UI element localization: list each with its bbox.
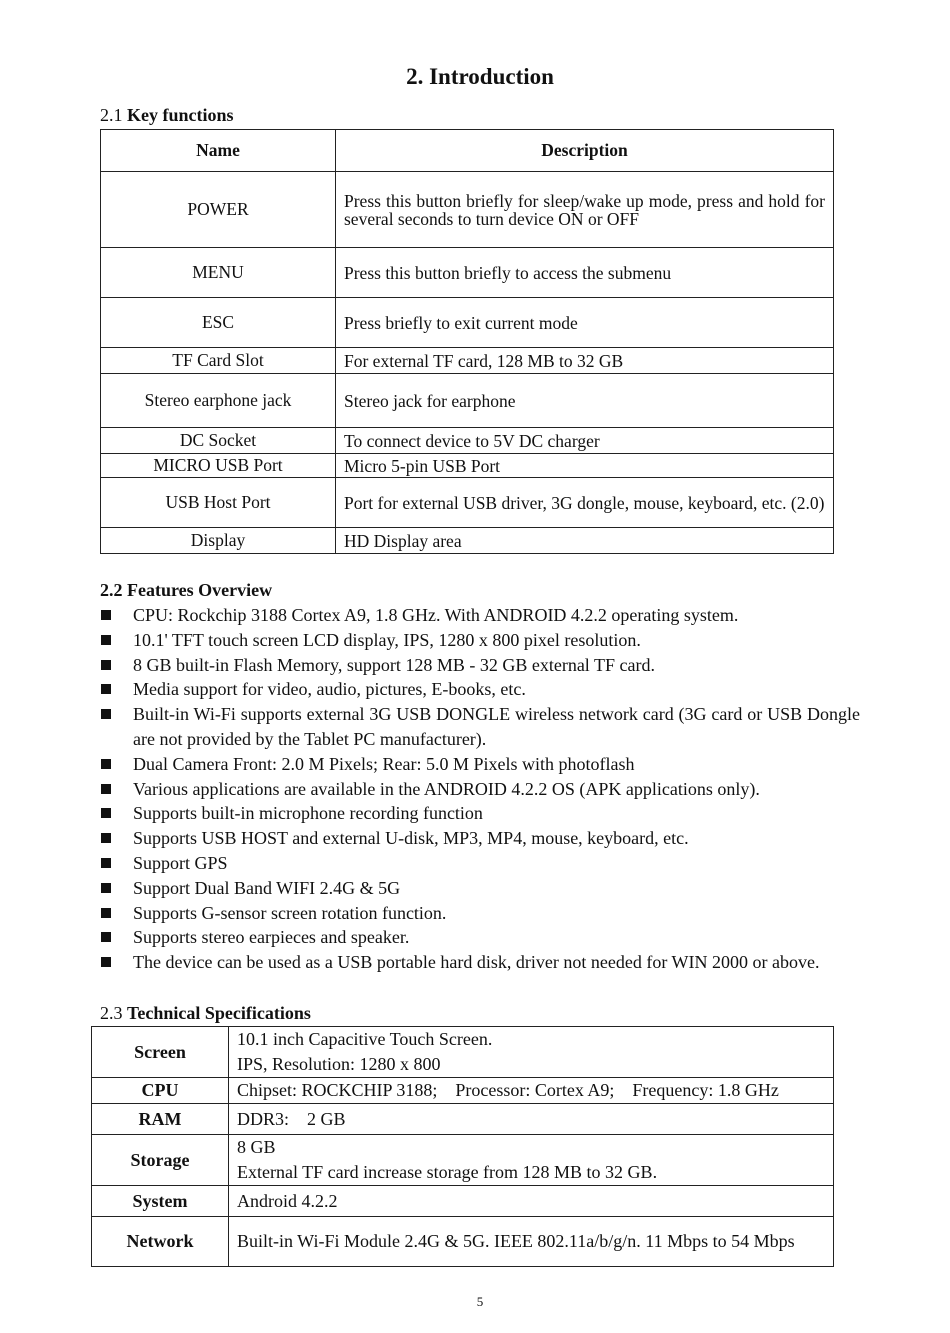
- list-item: [100, 801, 860, 826]
- function-name: Display: [101, 528, 336, 554]
- bullet-square-icon: [101, 858, 111, 868]
- list-item: [100, 702, 860, 752]
- feature-text: CPU: Rockchip 3188 Cortex A9, 1.8 GHz. With ANDROID 4.2.2 operating system.: [133, 605, 739, 625]
- bullet-square-icon: [101, 635, 111, 645]
- list-item: [100, 876, 860, 901]
- feature-text: 10.1' TFT touch screen LCD display, IPS, 1280 x 800 pixel resolution.: [133, 629, 641, 650]
- spec-key: Network: [92, 1217, 229, 1267]
- function-description: Stereo jack for earphone: [336, 374, 834, 428]
- table-row: [101, 348, 834, 374]
- spec-key: RAM: [92, 1104, 229, 1135]
- table-row: [101, 248, 834, 298]
- spec-line: IPS, Resolution: 1280 x 800: [237, 1054, 441, 1074]
- feature-text: Various applications are available in the ANDROID 4.2.2 OS (APK applications only).: [133, 778, 760, 799]
- list-item: [100, 826, 860, 851]
- spec-value: [229, 1027, 834, 1078]
- column-header-description: Description: [336, 130, 834, 172]
- feature-text: 8 GB built-in Flash Memory, support 128 MB - 32 GB external TF card.: [133, 654, 655, 675]
- feature-text: Support GPS: [133, 852, 228, 873]
- feature-text: Supports built-in microphone recording function: [133, 803, 483, 824]
- tech-specs-table: [91, 1026, 834, 1267]
- list-item: [100, 653, 860, 678]
- function-description: Micro 5-pin USB Port: [336, 454, 834, 478]
- spec-line: Android 4.2.2: [237, 1190, 338, 1211]
- spec-value: [229, 1217, 834, 1267]
- section-label: Technical Specifications: [127, 1003, 311, 1023]
- section-heading-features: [100, 580, 272, 601]
- function-name: Stereo earphone jack: [101, 374, 336, 428]
- function-name: POWER: [101, 172, 336, 248]
- spec-key: System: [92, 1186, 229, 1217]
- section-label: Key functions: [127, 105, 234, 125]
- list-item: [100, 950, 860, 975]
- section-label: 2.2 Features Overview: [100, 580, 273, 600]
- feature-text: Supports G-sensor screen rotation function.: [133, 902, 447, 923]
- function-description: Press this button briefly to access the submenu: [336, 248, 834, 298]
- spec-key: Screen: [92, 1027, 229, 1078]
- page-number: 5: [476, 1294, 484, 1309]
- bullet-square-icon: [101, 784, 111, 794]
- column-header-name: Name: [101, 130, 336, 172]
- function-description: To connect device to 5V DC charger: [336, 428, 834, 454]
- feature-text: Dual Camera Front: 2.0 M Pixels; Rear: 5.0 M Pixels with photoflash: [133, 753, 635, 774]
- bullet-square-icon: [101, 759, 111, 769]
- feature-text: Supports stereo earpieces and speaker.: [133, 927, 410, 948]
- bullet-square-icon: [101, 684, 111, 694]
- list-item: [100, 851, 860, 876]
- key-functions-table: [100, 129, 834, 554]
- feature-text: Support Dual Band WIFI 2.4G & 5G: [133, 877, 401, 898]
- page-title: 2. Introduction: [406, 64, 554, 89]
- table-row: [92, 1186, 834, 1217]
- function-name: DC Socket: [101, 428, 336, 454]
- section-heading-specs: [100, 1003, 311, 1024]
- table-row: [92, 1104, 834, 1135]
- features-list: [100, 603, 860, 975]
- table-row: [101, 374, 834, 428]
- function-name: ESC: [101, 298, 336, 348]
- bullet-square-icon: [101, 610, 111, 620]
- bullet-square-icon: [101, 833, 111, 843]
- function-description: Press briefly to exit current mode: [336, 298, 834, 348]
- table-row: [92, 1078, 834, 1104]
- spec-key: Storage: [92, 1135, 229, 1186]
- bullet-square-icon: [101, 709, 111, 719]
- function-name: TF Card Slot: [101, 348, 336, 374]
- spec-line: External TF card increase storage from 128 MB to 32 GB.: [237, 1162, 658, 1182]
- spec-line: 10.1 inch Capacitive Touch Screen.: [237, 1029, 493, 1049]
- section-number: 2.1: [100, 105, 123, 125]
- function-description: For external TF card, 128 MB to 32 GB: [336, 348, 834, 374]
- table-row: [101, 428, 834, 454]
- bullet-square-icon: [101, 808, 111, 818]
- list-item: [100, 925, 860, 950]
- table-row: [101, 172, 834, 248]
- spec-value: [229, 1186, 834, 1217]
- function-name: MICRO USB Port: [101, 454, 336, 478]
- bullet-square-icon: [101, 908, 111, 918]
- spec-line: Built-in Wi-Fi Module 2.4G & 5G. IEEE 802.11a/b/g/n. 11 Mbps to 54 Mbps: [237, 1231, 795, 1251]
- table-row: [92, 1217, 834, 1267]
- table-row: [101, 454, 834, 478]
- section-number: 2.3: [100, 1003, 123, 1023]
- feature-text: Media support for video, audio, pictures, E-books, etc.: [133, 679, 526, 700]
- table-row: [92, 1027, 834, 1078]
- function-description: HD Display area: [336, 528, 834, 554]
- table-header-row: [101, 130, 834, 172]
- bullet-square-icon: [101, 932, 111, 942]
- feature-text: Built-in Wi-Fi supports external 3G USB DONGLE wireless network card (3G card or USB Dongle are not provided by the Tablet PC manufacturer).: [133, 704, 860, 749]
- spec-line: 8 GB: [237, 1137, 276, 1157]
- function-name: USB Host Port: [101, 478, 336, 528]
- bullet-square-icon: [101, 883, 111, 893]
- table-row: [101, 528, 834, 554]
- spec-line: Chipset: ROCKCHIP 3188; Processor: Cortex A9; Frequency: 1.8 GHz: [237, 1080, 779, 1100]
- spec-value: [229, 1104, 834, 1135]
- spec-key: CPU: [92, 1078, 229, 1104]
- section-heading-key-functions: [100, 105, 234, 126]
- list-item: [100, 628, 860, 653]
- table-row: [101, 298, 834, 348]
- list-item: [100, 677, 860, 702]
- table-row: [101, 478, 834, 528]
- feature-text: The device can be used as a USB portable hard disk, driver not needed for WIN 2000 or above.: [133, 952, 820, 973]
- table-row: [92, 1135, 834, 1186]
- function-description: Press this button briefly for sleep/wake up mode, press and hold for several seconds to turn device ON or OFF: [336, 172, 834, 248]
- feature-text: Supports USB HOST and external U-disk, MP3, MP4, mouse, keyboard, etc.: [133, 828, 689, 849]
- list-item: [100, 777, 860, 802]
- spec-value: [229, 1135, 834, 1186]
- bullet-square-icon: [101, 660, 111, 670]
- list-item: [100, 752, 860, 777]
- spec-line: DDR3: 2 GB: [237, 1108, 346, 1129]
- list-item: [100, 603, 860, 628]
- function-description: Port for external USB driver, 3G dongle, mouse, keyboard, etc. (2.0): [336, 478, 834, 528]
- spec-value: [229, 1078, 834, 1104]
- list-item: [100, 901, 860, 926]
- function-name: MENU: [101, 248, 336, 298]
- bullet-square-icon: [101, 957, 111, 967]
